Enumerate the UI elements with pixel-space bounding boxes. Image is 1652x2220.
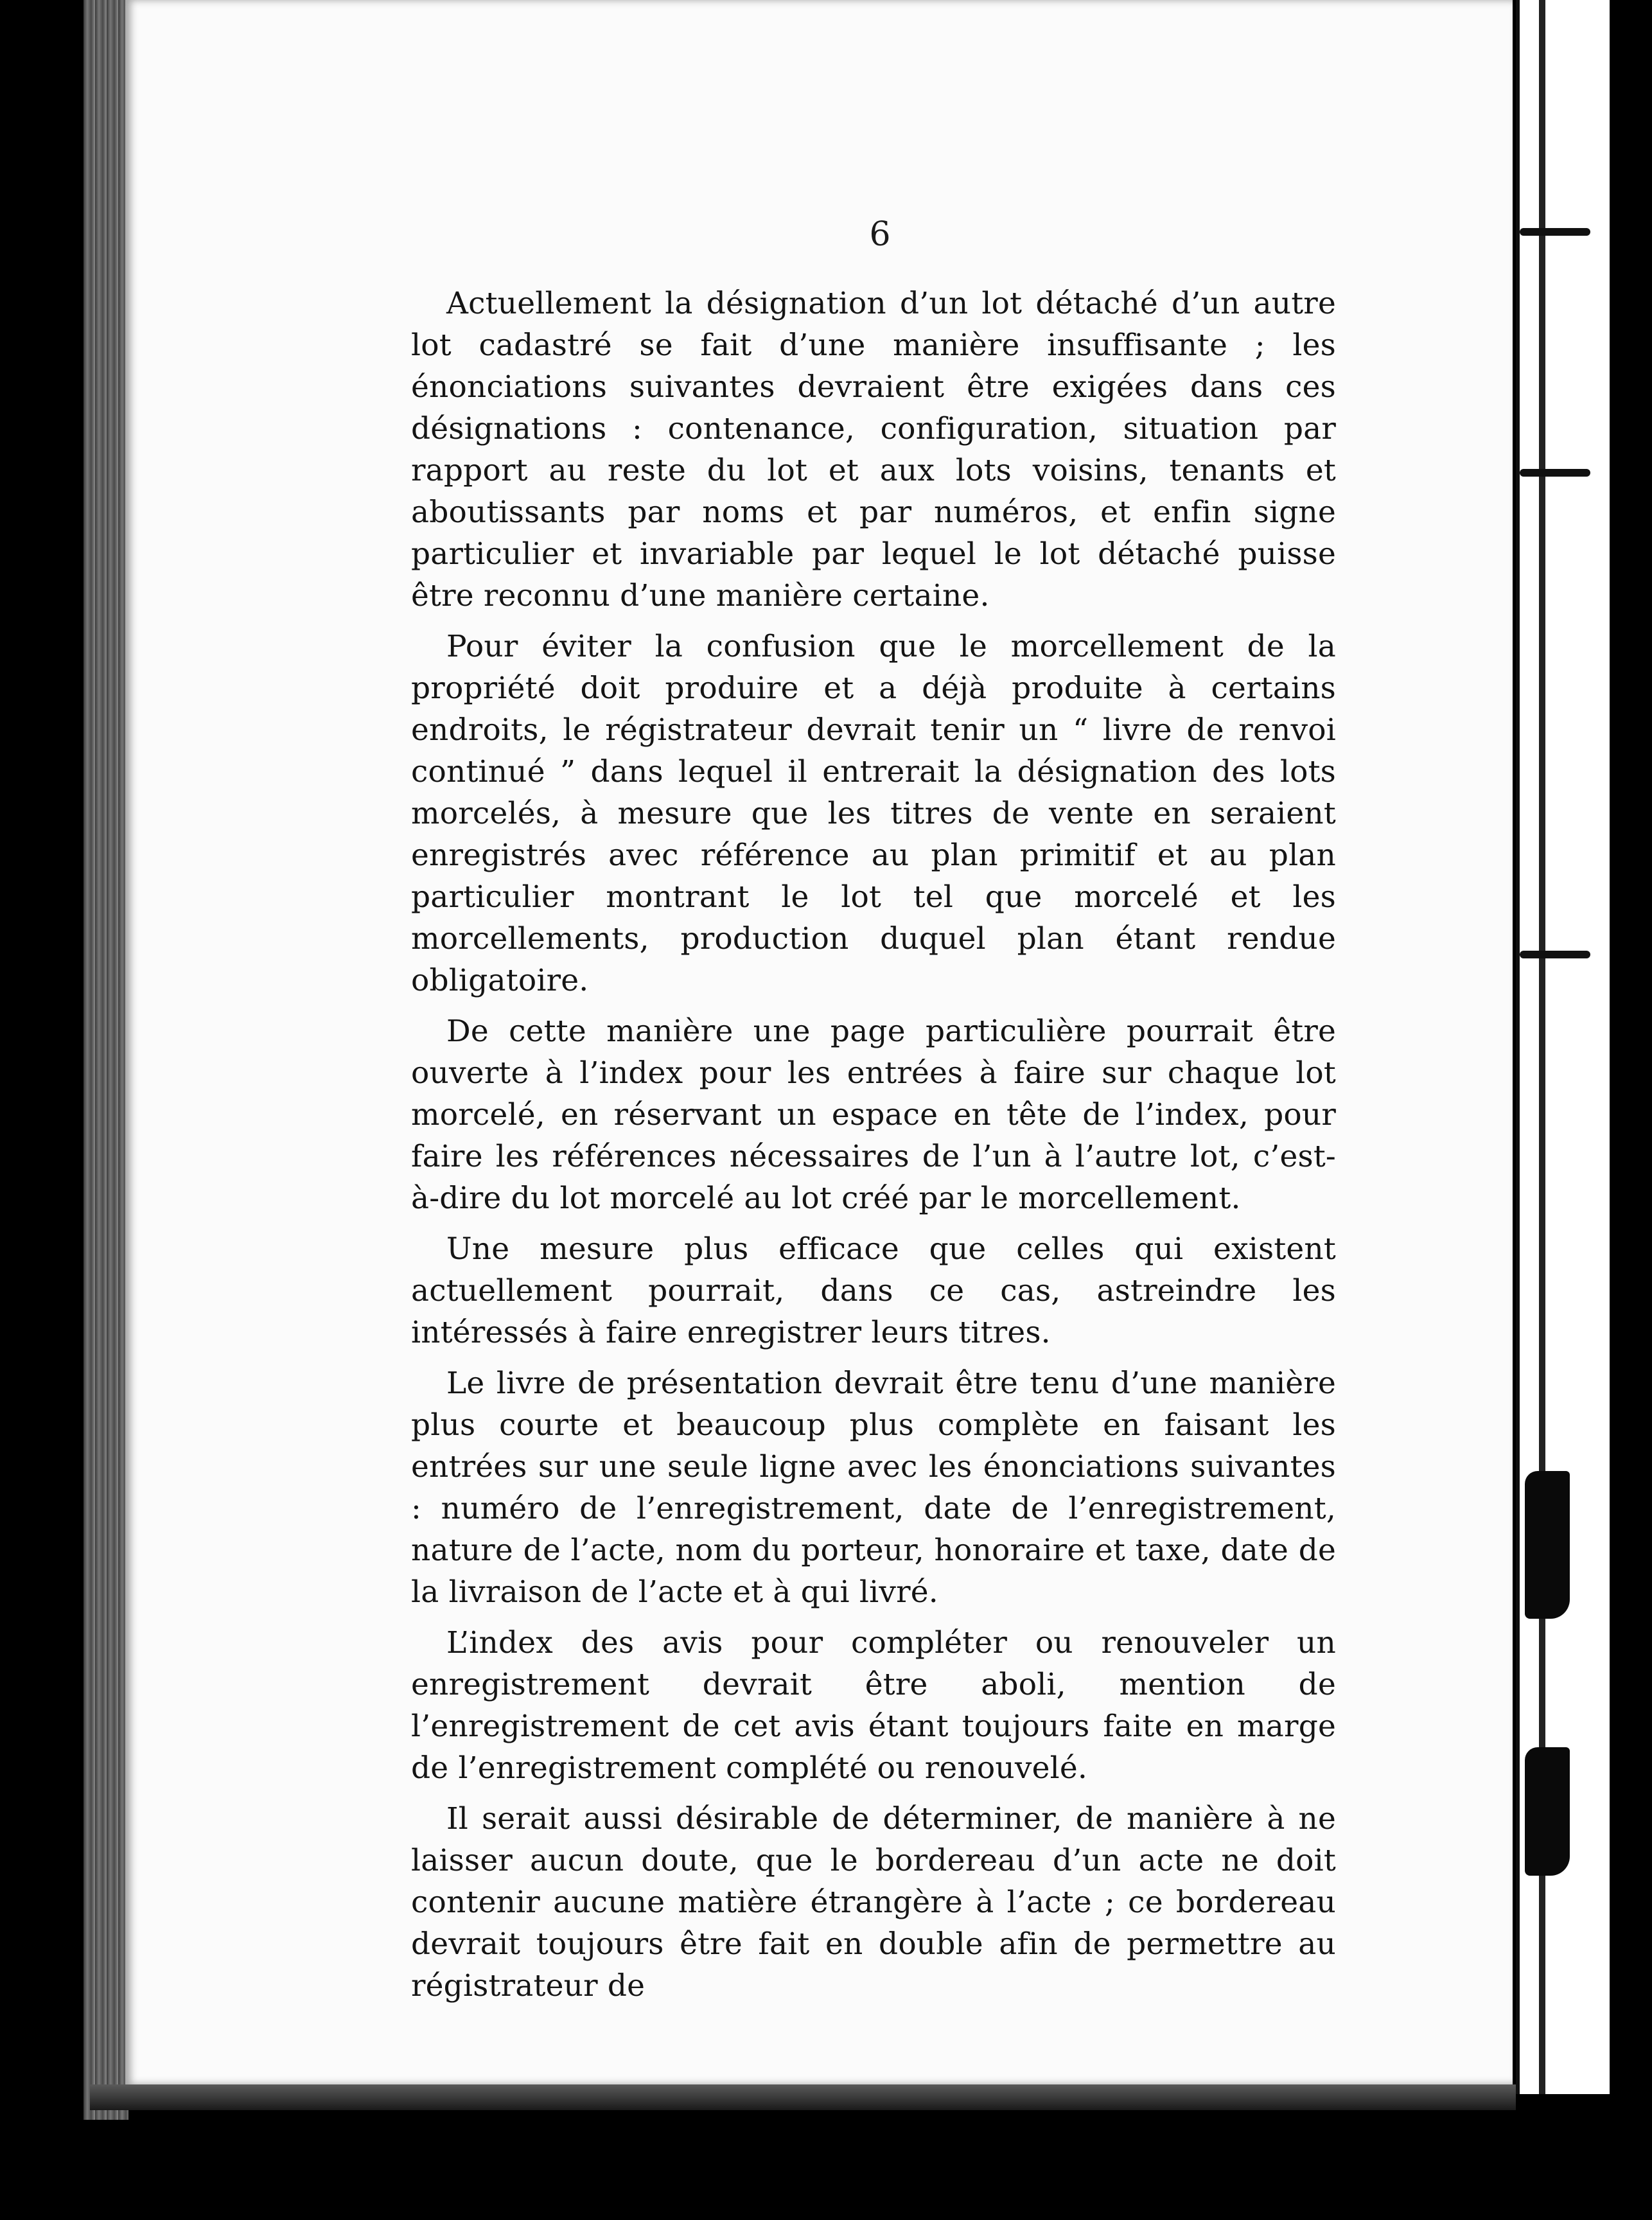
binding-stitch (1520, 951, 1590, 958)
paragraph: Une mesure plus efficace que celles qui existent actuellement pourrait, dans ce cas, astreindre les intéressés à faire enregistrer leurs titres. (411, 1231, 1336, 1350)
binding-stitch (1520, 469, 1590, 477)
torn-edge (1525, 1471, 1570, 1619)
right-binding-strip (1516, 0, 1610, 2094)
bottom-page-edge (90, 2084, 1516, 2110)
binding-stitch (1520, 228, 1590, 236)
paragraph: Il serait aussi désirable de déterminer, de manière à ne laisser aucun doute, que le bordereau d’un acte ne doit contenir aucune matière étrangère à l’acte ; ce bordereau devrait toujours être fait en double afin de permettre au régistrateur de (411, 1801, 1336, 2004)
paragraph: Actuellement la désignation d’un lot détaché d’un autre lot cadastré se fait d’une manière insuffisante ; les énonciations suivantes devraient être exigées dans ces désignations : contenance, configuration, situation par rapport au reste du lot et aux lots voisins, tenants et aboutissants par noms et par numéros, et enfin signe particulier et invariable par lequel le lot détaché puisse être reconnu d’une manière certaine. (411, 286, 1336, 613)
paragraph: De cette manière une page particulière pourrait être ouverte à l’index pour les entrées à faire sur chaque lot morcelé, en réservant un espace en tête de l’index, pour faire les références nécessaires de l’un à l’autre lot, c’est-à-dire du lot morcelé au lot créé par le morcellement. (411, 1014, 1336, 1216)
page-number: 6 (869, 215, 891, 254)
body-text (411, 283, 1336, 2016)
paragraph: Pour éviter la confusion que le morcellement de la propriété doit produire et a déjà produite à certains endroits, le régistrateur devrait tenir un “ livre de renvoi continué ” dans lequel il entrerait la désignation des lots morcelés, à mesure que les titres de vente en seraient enregistrés avec référence au plan primitif et au plan particulier montrant le lot tel que morcelé et les morcellements, production duquel plan étant rendue obligatoire. (411, 629, 1336, 998)
left-binding-edge (83, 0, 128, 2120)
paragraph: Le livre de présentation devrait être tenu d’une manière plus courte et beaucoup plus complète en faisant les entrées sur une seule ligne avec les énonciations suivantes : numéro de l’enregistrement, date de l’enregistrement, nature de l’acte, nom du porteur, honoraire et taxe, date de la livraison de l’acte et à qui livré. (411, 1366, 1336, 1610)
paragraph: L’index des avis pour compléter ou renouveler un enregistrement devrait être aboli, mention de l’enregistrement de cet avis étant toujours faite en marge de l’enregistrement complété ou renouvelé. (411, 1625, 1336, 1786)
torn-edge (1525, 1747, 1570, 1876)
